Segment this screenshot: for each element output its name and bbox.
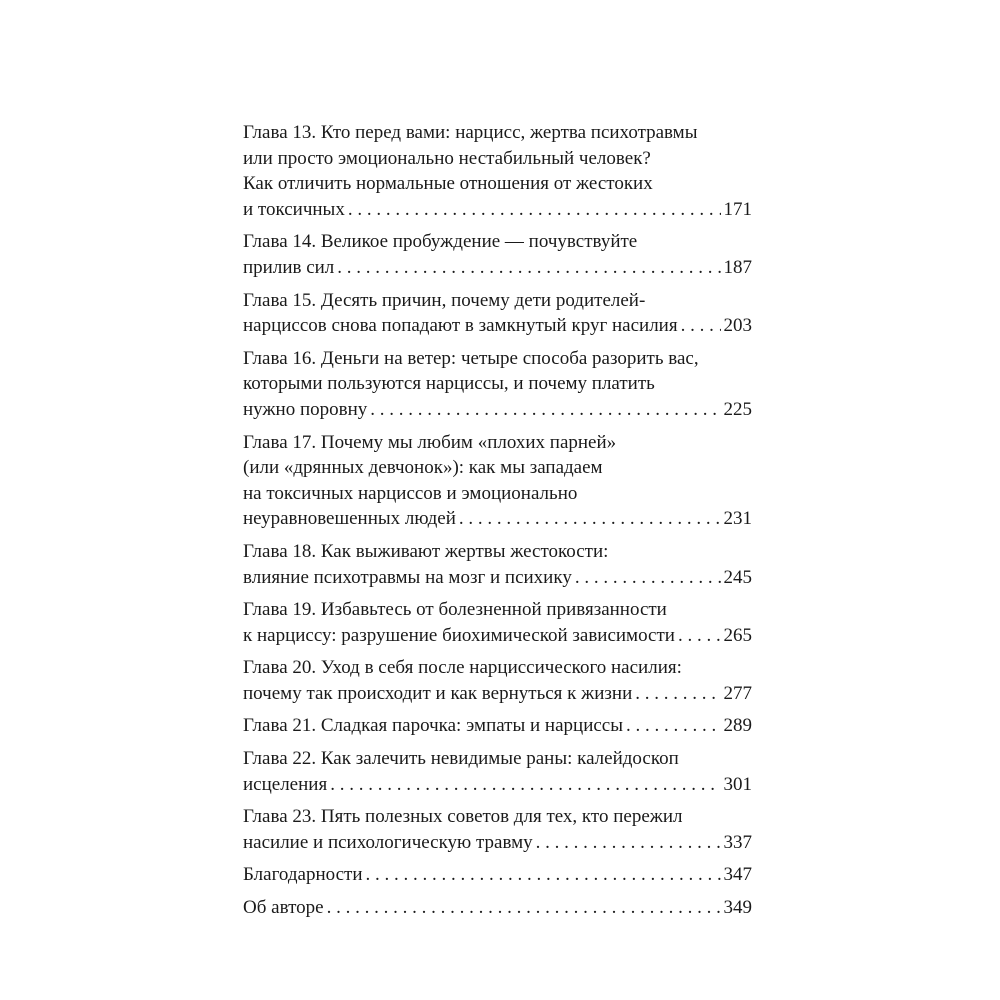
dot-leader <box>330 772 720 798</box>
toc-entry-ch19[interactable] <box>243 597 752 648</box>
toc-entry-last-line <box>243 862 752 888</box>
toc-entry-line: нужно поровну <box>243 398 368 420</box>
page-number: 337 <box>723 831 752 853</box>
page-number: 289 <box>723 715 752 737</box>
toc-entry-last-line <box>243 895 752 921</box>
page-number: 171 <box>723 198 752 220</box>
toc-entry-line: на токсичных нарциссов и эмоционально <box>243 482 578 504</box>
toc-entry-line: Глава 22. Как залечить невидимые раны: калейдоскоп <box>243 748 679 770</box>
page-number: 231 <box>723 508 752 530</box>
toc-entry-ch18[interactable] <box>243 539 752 590</box>
dot-leader <box>536 830 721 856</box>
toc-entry-last-line <box>243 713 752 739</box>
page-number: 245 <box>723 566 752 588</box>
dot-leader <box>459 506 721 532</box>
toc-entry-last-line <box>243 772 752 798</box>
toc-entry-ch14[interactable] <box>243 229 752 280</box>
toc-entry-last-line <box>243 565 752 591</box>
dot-leader <box>678 623 721 649</box>
toc-entry-line: Глава 20. Уход в себя после нарциссического насилия: <box>243 657 682 679</box>
dot-leader <box>366 862 721 888</box>
toc-entry-about-author[interactable] <box>243 895 752 921</box>
toc-entry-last-line <box>243 681 752 707</box>
dot-leader <box>681 313 721 339</box>
toc-entry-ch23[interactable] <box>243 804 752 855</box>
toc-entry-line: Глава 17. Почему мы любим «плохих парней» <box>243 431 617 453</box>
toc-entry-line: влияние психотравмы на мозг и психику <box>243 566 572 588</box>
page-number: 277 <box>723 682 752 704</box>
toc-entry-line: Глава 14. Великое пробуждение — почувствуйте <box>243 231 638 253</box>
toc-entry-line: исцеления <box>243 773 328 795</box>
toc-entry-ch17[interactable] <box>243 430 752 532</box>
toc-entry-line: Глава 13. Кто перед вами: нарцисс, жертва психотравмы <box>243 122 698 143</box>
toc-entry-line: (или «дрянных девчонок»): как мы западаем <box>243 457 603 479</box>
toc-entry-line: Глава 23. Пять полезных советов для тех, кто пережил <box>243 806 683 828</box>
dot-leader <box>575 565 721 591</box>
toc-entry-line: Глава 18. Как выживают жертвы жестокости: <box>243 540 609 562</box>
dot-leader <box>337 255 720 281</box>
toc-entry-line: почему так происходит и как вернуться к жизни <box>243 682 633 704</box>
page-number: 203 <box>723 315 752 337</box>
toc-entry-line: прилив сил <box>243 256 335 278</box>
toc-entry-last-line <box>243 506 752 532</box>
dot-leader <box>370 397 720 423</box>
toc-entry-ch20[interactable] <box>243 655 752 706</box>
toc-entry-last-line <box>243 623 752 649</box>
toc-entry-line: Глава 16. Деньги на ветер: четыре способа разорить вас, <box>243 347 699 369</box>
page-number: 301 <box>723 773 752 795</box>
dot-leader <box>626 713 721 739</box>
page-number: 225 <box>723 398 752 420</box>
toc-entry-line: к нарциссу: разрушение биохимической зависимости <box>243 624 675 646</box>
toc-entry-line: Глава 21. Сладкая парочка: эмпаты и нарциссы <box>243 715 623 737</box>
dot-leader <box>327 895 721 921</box>
toc-entry-last-line <box>243 197 752 223</box>
page-number: 347 <box>723 864 752 886</box>
toc-entry-line: Глава 19. Избавьтесь от болезненной привязанности <box>243 599 667 621</box>
toc-entry-line: нарциссов снова попадают в замкнутый круг насилия <box>243 315 678 337</box>
toc-entry-last-line <box>243 313 752 339</box>
page-number: 187 <box>723 256 752 278</box>
toc-entry-line: неуравновешенных людей <box>243 508 456 530</box>
page-number: 349 <box>723 897 752 919</box>
table-of-contents <box>243 120 752 928</box>
toc-entry-ch22[interactable] <box>243 746 752 797</box>
page-number: 265 <box>723 624 752 646</box>
dot-leader <box>348 197 721 223</box>
toc-entry-line: Глава 15. Десять причин, почему дети родителей- <box>243 289 646 311</box>
toc-entry-line: насилие и психологическую травму <box>243 831 533 853</box>
toc-entry-line: Благодарности <box>243 864 363 886</box>
toc-entry-ch13[interactable] <box>243 120 752 222</box>
toc-entry-line: Как отличить нормальные отношения от жестоких <box>243 173 653 195</box>
toc-entry-last-line <box>243 255 752 281</box>
toc-entry-last-line <box>243 397 752 423</box>
toc-entry-ch21[interactable] <box>243 713 752 739</box>
toc-entry-line: и токсичных <box>243 198 345 220</box>
toc-entry-last-line <box>243 830 752 856</box>
toc-entry-ch16[interactable] <box>243 346 752 423</box>
toc-entry-line: которыми пользуются нарциссы, и почему платить <box>243 373 655 395</box>
toc-entry-ch15[interactable] <box>243 288 752 339</box>
toc-entry-line: или просто эмоционально нестабильный человек? <box>243 147 651 169</box>
toc-entry-acknowledgements[interactable] <box>243 862 752 888</box>
dot-leader <box>635 681 720 707</box>
toc-entry-line: Об авторе <box>243 897 324 919</box>
